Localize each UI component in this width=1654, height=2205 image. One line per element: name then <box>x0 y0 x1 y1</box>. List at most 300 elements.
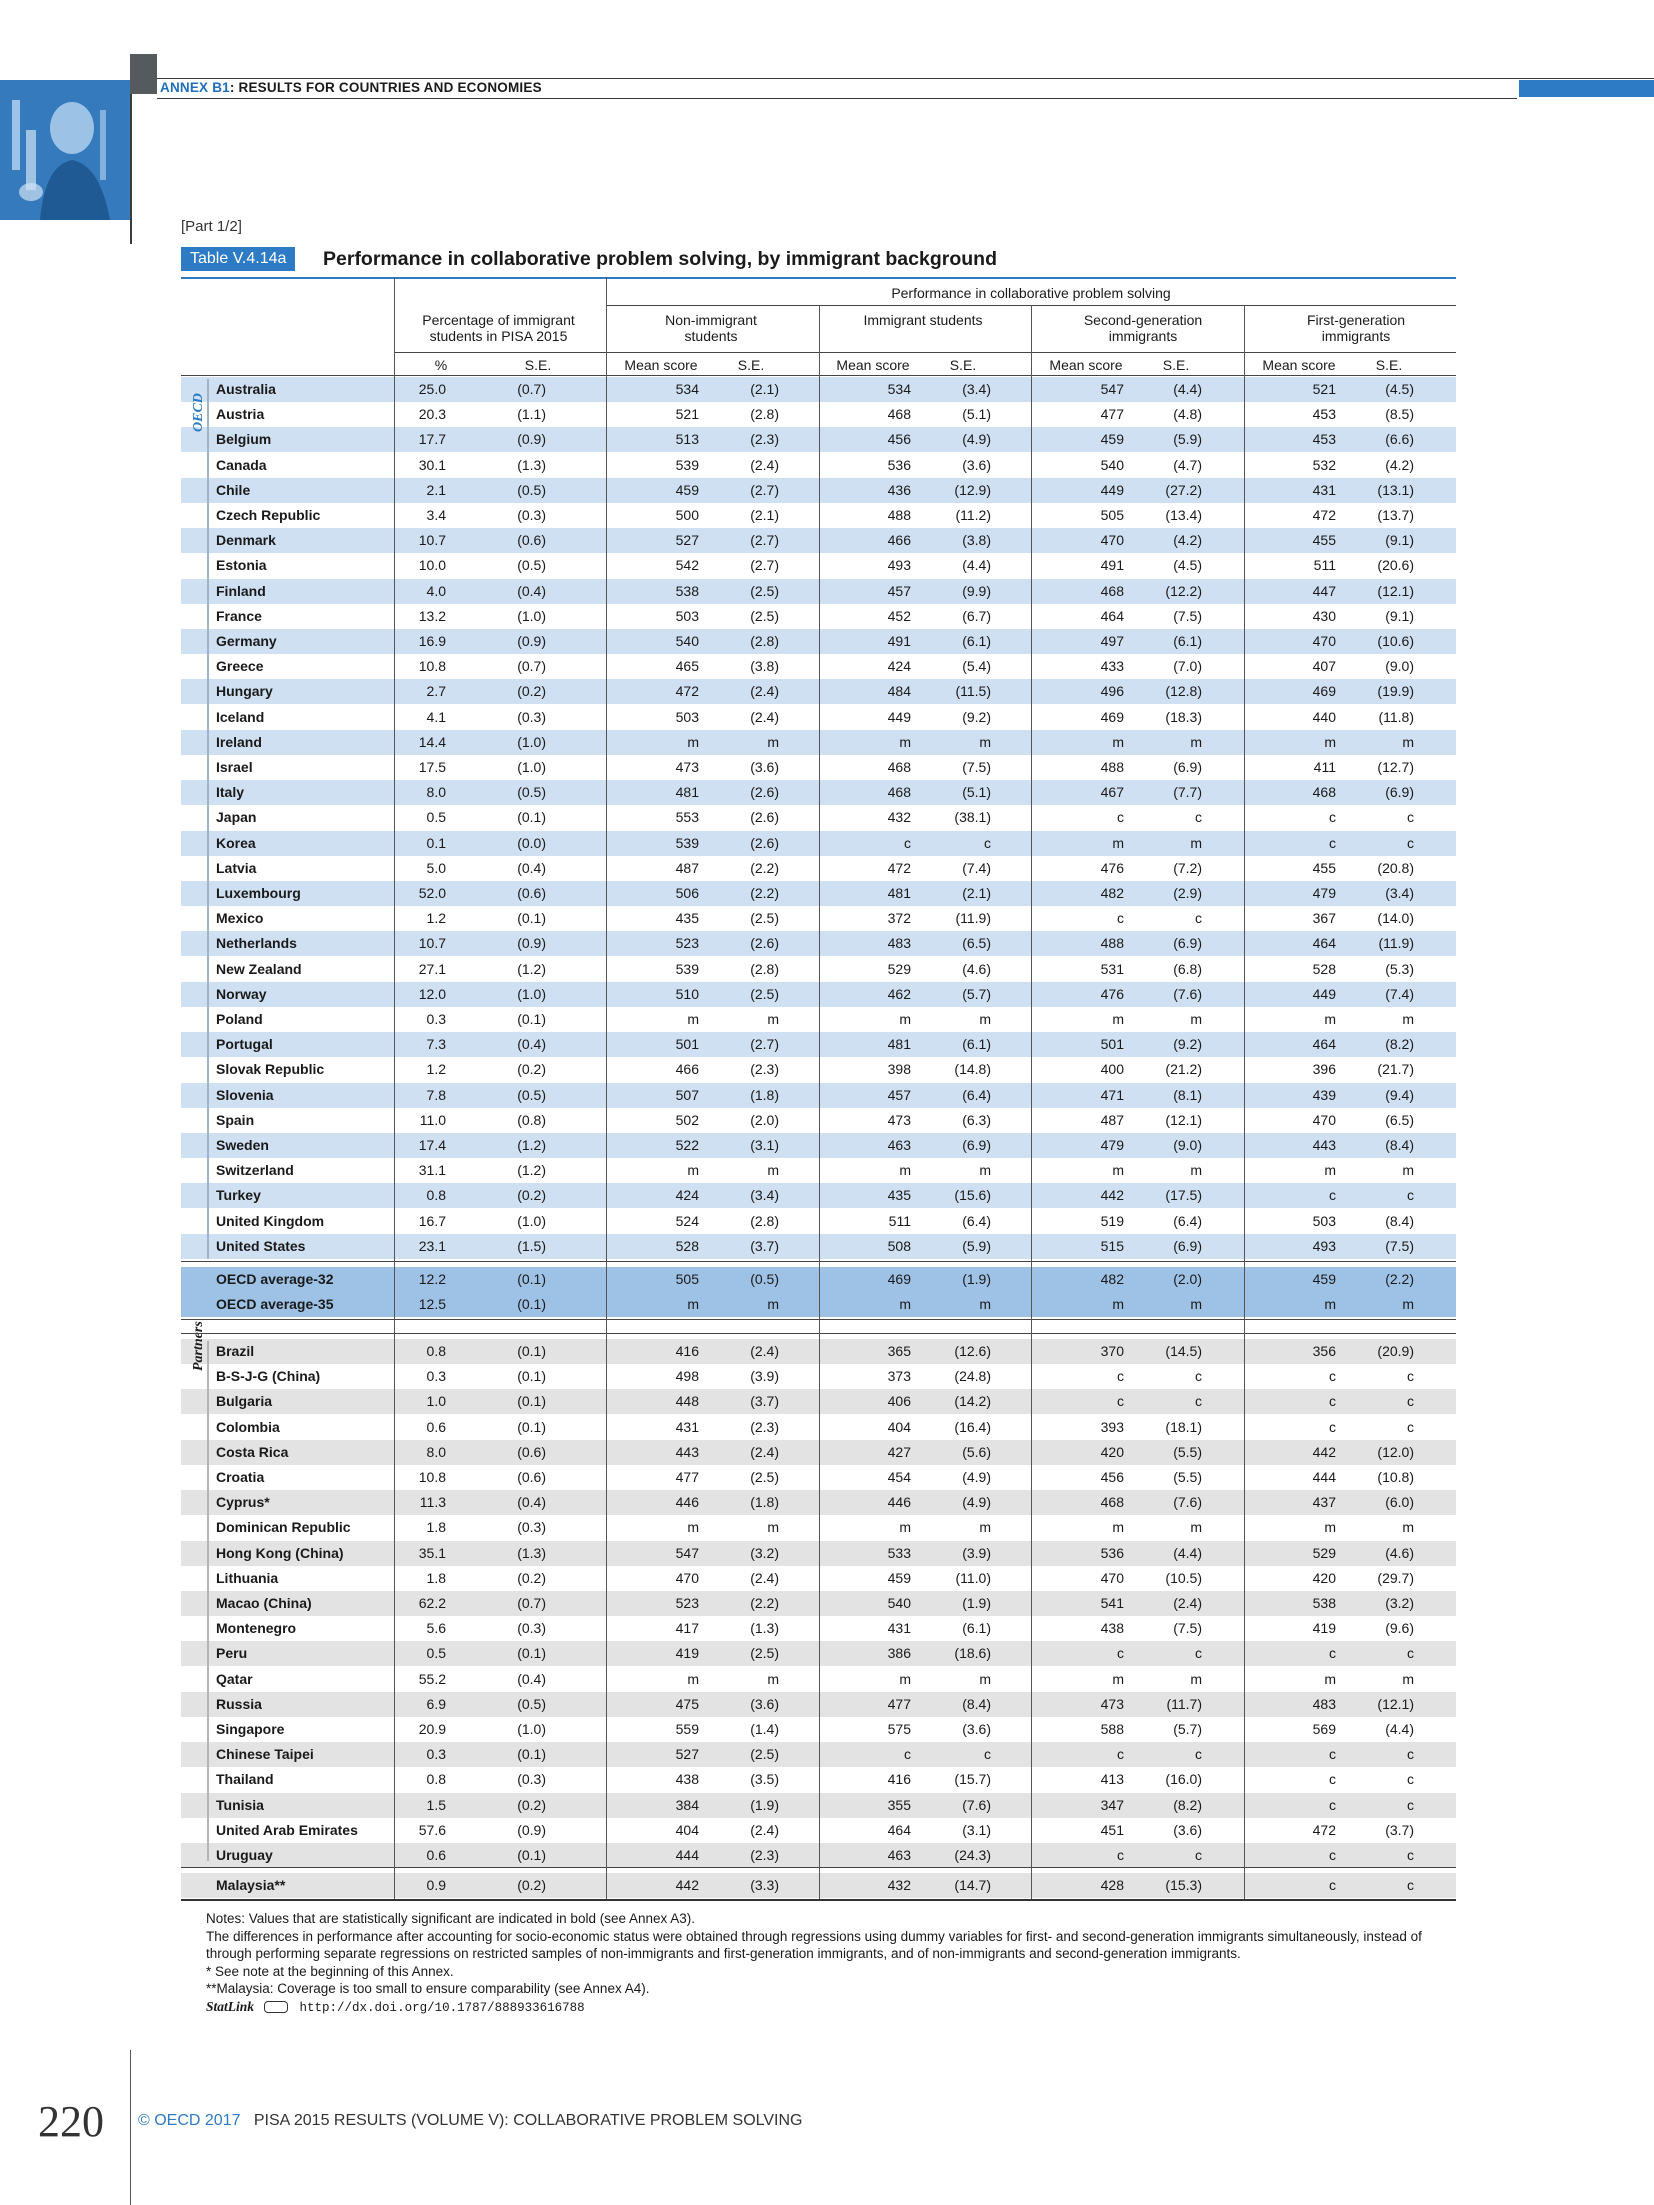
cell-second-gen-se: (12.1) <box>1165 1111 1202 1128</box>
cell-non-imm-se: (2.8) <box>750 406 779 423</box>
cell-non-imm-se: (1.4) <box>750 1721 779 1737</box>
cell-second-gen-mean: 393 <box>1100 1418 1124 1435</box>
cell-non-imm-se: (2.3) <box>750 1847 779 1863</box>
cell-pct: 0.6 <box>426 1418 446 1435</box>
note: The differences in performance after accounting for socio-economic status were obtained through regressions using dummy variables for first- and second-generation immigrants simultaneously, instead of through performing separate regressions on restricted samples of non-immigrants and first-generation immigrants, and of non-immigrants and second-generation immigrants. <box>206 1928 1422 1961</box>
cell-pct: 10.7 <box>418 935 446 952</box>
cell-pct-se: (0.2) <box>517 683 546 700</box>
cell-imm-se: (12.9) <box>954 481 991 498</box>
cell-non-imm-mean: m <box>687 1670 699 1687</box>
cell-pct-se: (0.2) <box>517 1569 546 1586</box>
country-name: Bulgaria <box>216 1393 273 1410</box>
cell-non-imm-mean: 527 <box>675 532 699 549</box>
cell-imm-se: m <box>979 1296 991 1313</box>
cell-pct: 0.8 <box>426 1187 446 1204</box>
cell-imm-mean: 427 <box>887 1443 911 1460</box>
cell-first-gen-se: (21.7) <box>1377 1061 1414 1078</box>
cell-non-imm-mean: 527 <box>675 1746 699 1763</box>
cell-pct: 16.9 <box>418 633 446 649</box>
cell-pct: 2.1 <box>426 481 446 498</box>
cell-imm-se: (38.1) <box>954 809 991 826</box>
cell-imm-se: m <box>979 1011 991 1027</box>
cell-pct: 6.9 <box>426 1695 446 1712</box>
country-name: Luxembourg <box>216 885 301 901</box>
cell-first-gen-se: m <box>1402 1296 1414 1313</box>
cell-pct: 0.8 <box>426 1771 446 1788</box>
cell-second-gen-mean: m <box>1112 1296 1124 1313</box>
cell-first-gen-mean: 396 <box>1312 1061 1336 1078</box>
cell-first-gen-mean: m <box>1324 1670 1336 1687</box>
cell-pct-se: (0.1) <box>517 1746 546 1763</box>
cell-imm-mean: 468 <box>887 759 911 775</box>
cell-pct: 10.7 <box>418 532 446 549</box>
cell-first-gen-mean: 470 <box>1312 1111 1336 1128</box>
cell-pct: 5.6 <box>426 1620 446 1637</box>
cell-second-gen-se: m <box>1190 1296 1202 1313</box>
group-bracket <box>207 379 209 1259</box>
cell-pct-se: (0.4) <box>517 1494 546 1511</box>
cell-non-imm-se: (3.7) <box>750 1237 779 1254</box>
subheader-se: S.E. <box>737 357 765 373</box>
cell-pct: 11.0 <box>419 1111 446 1128</box>
cell-second-gen-se: (6.9) <box>1173 935 1202 952</box>
cell-first-gen-mean: 447 <box>1312 582 1336 599</box>
cell-imm-se: (5.1) <box>962 784 991 801</box>
cell-imm-mean: 468 <box>887 784 911 801</box>
country-name: Portugal <box>216 1036 273 1053</box>
cell-non-imm-mean: 506 <box>675 885 699 901</box>
cell-pct-se: (0.3) <box>517 507 546 523</box>
cell-pct: 13.2 <box>418 607 446 624</box>
cell-imm-mean: 432 <box>887 809 911 826</box>
statlink-label: StatLink <box>206 1998 255 2014</box>
country-name: Belgium <box>216 431 272 448</box>
cell-first-gen-mean: 511 <box>1313 557 1336 574</box>
cell-second-gen-se: (5.5) <box>1173 1469 1202 1485</box>
cell-first-gen-se: (6.5) <box>1385 1111 1414 1128</box>
cell-second-gen-se: m <box>1190 1162 1202 1179</box>
cell-first-gen-se: (2.2) <box>1385 1271 1414 1287</box>
column-divider <box>819 375 820 1899</box>
cell-imm-se: c <box>984 834 991 851</box>
cell-imm-se: (5.7) <box>962 985 991 1002</box>
cell-first-gen-se: (7.4) <box>1385 985 1414 1002</box>
cell-first-gen-se: (12.1) <box>1377 582 1414 599</box>
cell-non-imm-se: (2.7) <box>750 557 779 574</box>
cell-imm-se: (11.5) <box>955 683 991 700</box>
cell-pct-se: (1.0) <box>517 759 546 775</box>
cell-non-imm-mean: 404 <box>675 1821 699 1838</box>
cell-pct-se: (0.4) <box>517 859 546 876</box>
cell-second-gen-se: (6.8) <box>1173 960 1202 977</box>
cell-first-gen-mean: 367 <box>1312 910 1336 927</box>
country-name: Chinese Taipei <box>216 1746 314 1763</box>
cell-non-imm-se: (2.3) <box>750 431 779 448</box>
cell-imm-se: (15.7) <box>954 1771 991 1788</box>
cell-non-imm-mean: 524 <box>675 1212 699 1229</box>
cell-first-gen-mean: 419 <box>1312 1620 1336 1637</box>
cell-imm-se: (6.1) <box>962 633 991 649</box>
cell-non-imm-se: (2.1) <box>750 381 779 397</box>
cell-pct-se: (0.2) <box>517 1796 546 1813</box>
cell-second-gen-mean: m <box>1112 1519 1124 1536</box>
cell-first-gen-se: (4.4) <box>1385 1721 1414 1737</box>
cell-first-gen-mean: c <box>1329 1645 1336 1662</box>
cell-second-gen-mean: c <box>1117 1847 1124 1863</box>
cell-second-gen-mean: 428 <box>1100 1877 1124 1893</box>
cell-non-imm-mean: 542 <box>675 557 699 574</box>
cell-non-imm-mean: 475 <box>675 1695 699 1712</box>
cell-non-imm-se: (2.3) <box>750 1418 779 1435</box>
cell-pct: 3.4 <box>426 507 446 523</box>
cell-second-gen-se: (5.5) <box>1173 1443 1202 1460</box>
cell-non-imm-mean: 553 <box>675 809 699 826</box>
cell-imm-mean: 533 <box>887 1544 911 1561</box>
cell-pct: 17.7 <box>418 431 446 448</box>
cell-non-imm-mean: m <box>687 1296 699 1313</box>
cell-imm-se: (18.6) <box>954 1645 991 1662</box>
cell-first-gen-se: (9.6) <box>1385 1620 1414 1637</box>
cell-imm-se: (3.9) <box>962 1544 991 1561</box>
cell-imm-mean: 469 <box>887 1271 911 1287</box>
cell-second-gen-se: (4.8) <box>1173 406 1202 423</box>
cell-non-imm-se: m <box>767 1670 779 1687</box>
cell-first-gen-mean: m <box>1324 1519 1336 1536</box>
cell-non-imm-mean: 435 <box>675 910 699 927</box>
cell-imm-se: (6.5) <box>962 935 991 952</box>
cell-imm-mean: 540 <box>887 1595 911 1611</box>
cell-second-gen-mean: 519 <box>1100 1212 1124 1229</box>
cell-second-gen-se: (7.0) <box>1173 658 1202 675</box>
cell-second-gen-se: (4.7) <box>1173 456 1202 473</box>
header-rule <box>394 352 1456 353</box>
cell-imm-mean: 456 <box>887 431 911 448</box>
cell-first-gen-se: (6.9) <box>1385 784 1414 801</box>
cell-first-gen-se: (12.1) <box>1377 1695 1414 1712</box>
cell-pct: 17.4 <box>418 1137 446 1153</box>
cell-non-imm-se: (1.8) <box>750 1086 779 1103</box>
cell-non-imm-se: (2.5) <box>750 1469 779 1485</box>
cell-non-imm-mean: 470 <box>675 1569 699 1586</box>
cell-first-gen-se: m <box>1402 1519 1414 1536</box>
cell-non-imm-se: (1.8) <box>750 1494 779 1511</box>
country-name: B-S-J-G (China) <box>216 1368 321 1385</box>
col-header-first-gen: First-generation immigrants <box>1306 312 1406 344</box>
cell-imm-se: (6.4) <box>962 1086 991 1103</box>
cell-second-gen-se: (18.1) <box>1165 1418 1202 1435</box>
annex-code: ANNEX B1 <box>160 80 230 95</box>
cell-first-gen-mean: 529 <box>1312 1544 1336 1561</box>
cell-non-imm-mean: 416 <box>675 1343 699 1359</box>
cell-non-imm-se: (3.9) <box>750 1368 779 1385</box>
cell-second-gen-mean: 476 <box>1100 859 1124 876</box>
cell-imm-se: (5.4) <box>962 658 991 675</box>
country-name: Brazil <box>216 1343 255 1359</box>
cell-second-gen-se: (9.0) <box>1173 1137 1202 1153</box>
cell-non-imm-mean: 522 <box>675 1137 699 1153</box>
cell-pct-se: (0.5) <box>517 1086 546 1103</box>
cell-second-gen-mean: 451 <box>1100 1821 1124 1838</box>
cell-pct: 12.0 <box>418 985 446 1002</box>
country-name: Greece <box>216 658 264 675</box>
cell-second-gen-mean: 470 <box>1100 1569 1124 1586</box>
cell-first-gen-se: (10.6) <box>1377 633 1414 649</box>
cell-non-imm-mean: 477 <box>675 1469 699 1485</box>
cell-imm-mean: 406 <box>887 1393 911 1410</box>
cell-pct: 0.6 <box>426 1847 446 1863</box>
cell-imm-se: (6.7) <box>962 607 991 624</box>
cell-pct-se: (0.4) <box>517 1036 546 1053</box>
cell-first-gen-mean: 532 <box>1312 456 1336 473</box>
cell-pct-se: (0.1) <box>517 1368 546 1385</box>
country-name: Mexico <box>216 910 264 927</box>
cell-pct: 27.1 <box>418 960 446 977</box>
cell-pct: 1.2 <box>426 910 446 927</box>
cell-imm-mean: 372 <box>887 910 911 927</box>
cell-first-gen-se: (13.1) <box>1377 481 1414 498</box>
cell-non-imm-mean: 438 <box>675 1771 699 1788</box>
cell-second-gen-se: (4.4) <box>1173 1544 1202 1561</box>
cell-first-gen-mean: 470 <box>1312 633 1336 649</box>
cell-imm-mean: 459 <box>887 1569 911 1586</box>
cell-first-gen-se: c <box>1407 1847 1414 1863</box>
cell-pct-se: (0.5) <box>517 481 546 498</box>
cell-second-gen-mean: 497 <box>1100 633 1124 649</box>
cell-pct: 35.1 <box>418 1544 446 1561</box>
cell-second-gen-se: (7.7) <box>1173 784 1202 801</box>
cell-first-gen-mean: m <box>1324 1162 1336 1179</box>
table-rule <box>181 1899 1456 1901</box>
cell-first-gen-mean: 472 <box>1312 507 1336 523</box>
cell-pct-se: (0.3) <box>517 1519 546 1536</box>
cell-pct-se: (0.1) <box>517 1296 546 1313</box>
cell-second-gen-mean: 442 <box>1100 1187 1124 1204</box>
note: * See note at the beginning of this Annex. <box>206 1963 454 1979</box>
cell-first-gen-se: (11.9) <box>1378 935 1414 952</box>
cell-non-imm-se: (2.4) <box>750 1821 779 1838</box>
cell-pct: 0.1 <box>426 834 446 851</box>
table-top-rule <box>181 277 1456 279</box>
cell-second-gen-se: c <box>1195 1746 1202 1763</box>
col-header-performance: Performance in collaborative problem solving <box>891 285 1171 301</box>
header-photo <box>0 80 130 220</box>
cell-non-imm-se: (2.6) <box>750 935 779 952</box>
cell-pct: 30.1 <box>418 456 446 473</box>
cell-first-gen-se: (12.0) <box>1377 1443 1414 1460</box>
cell-second-gen-se: (18.3) <box>1165 708 1202 725</box>
cell-second-gen-mean: m <box>1112 1162 1124 1179</box>
cell-second-gen-se: c <box>1195 1645 1202 1662</box>
cell-imm-mean: 424 <box>887 658 911 675</box>
country-name: Netherlands <box>216 935 297 952</box>
cell-second-gen-mean: 413 <box>1100 1771 1124 1788</box>
cell-non-imm-mean: 502 <box>675 1111 699 1128</box>
cell-second-gen-mean: 487 <box>1100 1111 1124 1128</box>
cell-pct-se: (0.6) <box>517 1469 546 1485</box>
cell-imm-mean: 404 <box>887 1418 911 1435</box>
cell-second-gen-mean: c <box>1117 1368 1124 1385</box>
cell-imm-se: (11.9) <box>955 910 991 927</box>
cell-imm-se: (5.1) <box>962 406 991 423</box>
cell-pct-se: (0.3) <box>517 1771 546 1788</box>
cell-pct: 14.4 <box>418 733 446 750</box>
cell-non-imm-mean: 481 <box>675 784 699 801</box>
cell-pct: 4.0 <box>426 582 446 599</box>
cell-non-imm-se: (2.8) <box>750 960 779 977</box>
cell-first-gen-mean: 569 <box>1312 1721 1336 1737</box>
cell-pct: 11.3 <box>419 1494 446 1511</box>
cell-pct: 10.8 <box>418 658 446 675</box>
cell-non-imm-mean: 417 <box>675 1620 699 1637</box>
country-name: Uruguay <box>216 1847 273 1863</box>
cell-non-imm-mean: 523 <box>675 1595 699 1611</box>
cell-first-gen-se: (20.9) <box>1377 1343 1414 1359</box>
cell-imm-mean: 432 <box>887 1877 911 1893</box>
cell-second-gen-se: (4.5) <box>1173 557 1202 574</box>
cell-pct-se: (0.5) <box>517 1695 546 1712</box>
cell-first-gen-mean: 468 <box>1312 784 1336 801</box>
country-name: Sweden <box>216 1137 269 1153</box>
cell-non-imm-se: (2.3) <box>750 1061 779 1078</box>
statlink-url[interactable]: http://dx.doi.org/10.1787/888933616788 <box>299 2000 585 2015</box>
cell-second-gen-se: (2.4) <box>1173 1595 1202 1611</box>
cell-pct-se: (0.9) <box>517 935 546 952</box>
cell-first-gen-mean: 459 <box>1312 1271 1336 1287</box>
cell-second-gen-se: (12.2) <box>1165 582 1202 599</box>
cell-non-imm-mean: 424 <box>675 1187 699 1204</box>
cell-pct-se: (1.0) <box>517 1721 546 1737</box>
cell-pct-se: (0.1) <box>517 1343 546 1359</box>
cell-non-imm-se: (1.3) <box>750 1620 779 1637</box>
cell-first-gen-mean: 455 <box>1312 859 1336 876</box>
country-name: Japan <box>216 809 257 826</box>
cell-imm-mean: 529 <box>887 960 911 977</box>
cell-non-imm-se: (3.6) <box>750 759 779 775</box>
cell-first-gen-se: (4.2) <box>1385 456 1414 473</box>
cell-pct: 12.5 <box>418 1296 446 1313</box>
cell-imm-se: (5.9) <box>962 1237 991 1254</box>
cell-first-gen-se: c <box>1407 1393 1414 1410</box>
cell-imm-se: m <box>979 1162 991 1179</box>
country-name: Slovak Republic <box>216 1061 325 1078</box>
country-name: Poland <box>216 1011 263 1027</box>
cell-non-imm-mean: 472 <box>675 683 699 700</box>
cell-first-gen-mean: 528 <box>1312 960 1336 977</box>
cell-pct: 0.5 <box>426 1645 446 1662</box>
cell-imm-mean: 511 <box>888 1212 911 1229</box>
cell-first-gen-se: c <box>1407 1187 1414 1204</box>
cell-imm-mean: 365 <box>887 1343 911 1359</box>
cell-imm-mean: 472 <box>887 859 911 876</box>
cell-first-gen-se: m <box>1402 1670 1414 1687</box>
cell-pct-se: (0.4) <box>517 1670 546 1687</box>
cell-imm-mean: c <box>904 1746 911 1763</box>
cell-non-imm-se: m <box>767 1011 779 1027</box>
cell-pct-se: (0.5) <box>517 557 546 574</box>
cell-pct-se: (1.1) <box>517 406 546 423</box>
cell-pct-se: (0.3) <box>517 708 546 725</box>
cell-imm-se: (9.2) <box>962 708 991 725</box>
cell-non-imm-mean: 539 <box>675 834 699 851</box>
cell-second-gen-se: (7.5) <box>1173 1620 1202 1637</box>
cell-second-gen-se: m <box>1190 1011 1202 1027</box>
cell-non-imm-se: (2.4) <box>750 1569 779 1586</box>
cell-imm-se: (7.4) <box>962 859 991 876</box>
cell-first-gen-mean: c <box>1329 809 1336 826</box>
cell-first-gen-mean: m <box>1324 1011 1336 1027</box>
cell-pct: 31.1 <box>418 1162 446 1179</box>
cell-pct: 1.0 <box>426 1393 446 1410</box>
cell-pct-se: (1.0) <box>517 985 546 1002</box>
country-name: France <box>216 607 262 624</box>
cell-pct-se: (1.0) <box>517 733 546 750</box>
cell-pct: 0.8 <box>426 1343 446 1359</box>
cell-first-gen-se: (7.5) <box>1385 1237 1414 1254</box>
cell-non-imm-mean: 547 <box>675 1544 699 1561</box>
cell-first-gen-se: (3.2) <box>1385 1595 1414 1611</box>
header-divider <box>1244 305 1245 375</box>
cell-second-gen-mean: 468 <box>1100 1494 1124 1511</box>
cell-second-gen-se: (2.9) <box>1173 885 1202 901</box>
cell-non-imm-se: (2.2) <box>750 885 779 901</box>
country-name: Finland <box>216 582 266 599</box>
cell-non-imm-se: (2.7) <box>750 1036 779 1053</box>
cell-non-imm-mean: 431 <box>675 1418 699 1435</box>
cell-first-gen-se: c <box>1407 1771 1414 1788</box>
cell-first-gen-mean: 442 <box>1312 1443 1336 1460</box>
country-name: Malaysia** <box>216 1877 286 1893</box>
cell-imm-mean: 463 <box>887 1137 911 1153</box>
cell-first-gen-mean: 444 <box>1312 1469 1336 1485</box>
cell-second-gen-mean: 468 <box>1100 582 1124 599</box>
cell-first-gen-mean: 453 <box>1312 406 1336 423</box>
cell-second-gen-se: m <box>1190 834 1202 851</box>
cell-non-imm-se: (2.4) <box>750 708 779 725</box>
cell-imm-mean: 464 <box>887 1821 911 1838</box>
cell-non-imm-se: (2.5) <box>750 607 779 624</box>
cell-non-imm-mean: 534 <box>675 381 699 397</box>
cell-pct-se: (0.6) <box>517 1443 546 1460</box>
cell-second-gen-mean: 438 <box>1100 1620 1124 1637</box>
cell-imm-se: (6.1) <box>962 1036 991 1053</box>
cell-pct: 0.3 <box>426 1011 446 1027</box>
cell-first-gen-se: (9.1) <box>1385 532 1414 549</box>
cell-imm-se: (4.9) <box>962 431 991 448</box>
country-name: Switzerland <box>216 1162 294 1179</box>
cell-imm-mean: 484 <box>887 683 911 700</box>
cell-first-gen-se: m <box>1402 733 1414 750</box>
note: **Malaysia: Coverage is too small to ensure comparability (see Annex A4). <box>206 1981 650 1996</box>
header-divider <box>819 305 820 375</box>
cell-first-gen-mean: 431 <box>1312 481 1336 498</box>
cell-second-gen-mean: 370 <box>1100 1343 1124 1359</box>
cell-second-gen-se: c <box>1195 809 1202 826</box>
cell-non-imm-mean: 513 <box>675 431 699 448</box>
cell-second-gen-mean: 540 <box>1100 456 1124 473</box>
cell-imm-se: (8.4) <box>962 1695 991 1712</box>
cell-non-imm-mean: 446 <box>675 1494 699 1511</box>
cell-imm-se: (1.9) <box>962 1595 991 1611</box>
cell-first-gen-se: (4.5) <box>1385 381 1414 397</box>
country-name: Israel <box>216 759 253 775</box>
header-marker <box>130 54 157 94</box>
cell-second-gen-mean: c <box>1117 1645 1124 1662</box>
cell-imm-se: (24.3) <box>954 1847 991 1863</box>
cell-imm-se: (6.4) <box>962 1212 991 1229</box>
cell-second-gen-se: (11.7) <box>1166 1695 1202 1712</box>
cell-non-imm-se: (2.4) <box>750 456 779 473</box>
country-name: Australia <box>216 381 276 397</box>
